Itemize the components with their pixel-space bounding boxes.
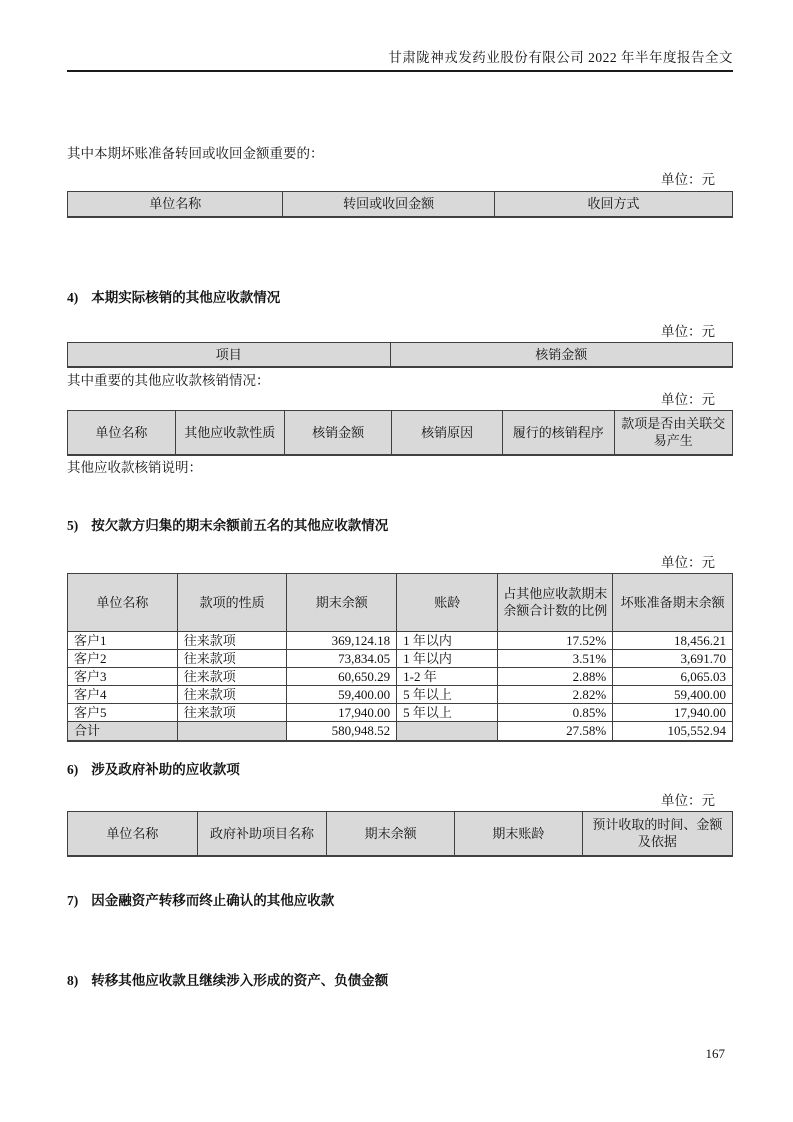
recovery-table bbox=[67, 191, 733, 218]
report-header-title: 甘肃陇神戎发药业股份有限公司 2022 年半年度报告全文 bbox=[67, 48, 733, 72]
table-cell: 105,552.94 bbox=[613, 721, 733, 741]
table-total-row bbox=[68, 721, 733, 741]
table-cell: 3.51% bbox=[498, 649, 613, 667]
column-header: 核销原因 bbox=[392, 411, 502, 455]
table-row bbox=[68, 667, 733, 685]
section5-title: 按欠款方归集的期末余额前五名的其他应收款情况 bbox=[91, 517, 389, 533]
table-cell: 59,400.00 bbox=[613, 685, 733, 703]
column-header: 政府补助项目名称 bbox=[197, 812, 327, 856]
table-cell: 580,948.52 bbox=[287, 721, 397, 741]
section5-heading bbox=[67, 517, 733, 535]
table-cell: 27.58% bbox=[498, 721, 613, 741]
table-cell bbox=[397, 721, 498, 741]
top-five-receivables-table bbox=[67, 573, 733, 743]
table-cell: 合计 bbox=[68, 721, 178, 741]
section6-number: 6) bbox=[67, 762, 79, 777]
column-header: 核销金额 bbox=[284, 411, 392, 455]
column-header: 款项是否由关联交易产生 bbox=[614, 411, 732, 455]
section5-number: 5) bbox=[67, 517, 79, 533]
unit-label: 单位：元 bbox=[661, 392, 715, 407]
table-cell: 1 年以内 bbox=[397, 649, 498, 667]
table-cell: 3,691.70 bbox=[613, 649, 733, 667]
table-cell: 73,834.05 bbox=[287, 649, 397, 667]
section6-heading bbox=[67, 761, 733, 779]
table-cell: 2.82% bbox=[498, 685, 613, 703]
section8-number: 8) bbox=[67, 972, 79, 988]
intro-paragraph: 其中本期坏账准备转回或收回金额重要的： bbox=[67, 146, 324, 161]
column-header: 项目 bbox=[68, 342, 391, 367]
unit-label: 单位：元 bbox=[661, 554, 715, 570]
table-cell: 客户4 bbox=[68, 685, 178, 703]
column-header: 单位名称 bbox=[68, 573, 178, 631]
section4-title: 本期实际核销的其他应收款情况 bbox=[91, 289, 281, 305]
column-header: 占其他应收款期末余额合计数的比例 bbox=[498, 573, 613, 631]
writeoff-explain-note: 其他应收款核销说明： bbox=[67, 459, 202, 475]
table-cell: 369,124.18 bbox=[287, 631, 397, 649]
column-header: 收回方式 bbox=[494, 192, 732, 217]
column-header: 期末账龄 bbox=[455, 812, 583, 856]
table-cell: 客户1 bbox=[68, 631, 178, 649]
section7-heading bbox=[67, 892, 733, 910]
table-cell: 往来款项 bbox=[177, 667, 287, 685]
writeoff-detail-table bbox=[67, 410, 733, 456]
table-cell: 1-2 年 bbox=[397, 667, 498, 685]
table-row bbox=[68, 649, 733, 667]
section8-heading bbox=[67, 972, 733, 990]
table-cell: 客户3 bbox=[68, 667, 178, 685]
column-header: 其他应收款性质 bbox=[175, 411, 284, 455]
table-row bbox=[68, 631, 733, 649]
table-cell: 1 年以内 bbox=[397, 631, 498, 649]
column-header: 核销金额 bbox=[390, 342, 732, 367]
column-header: 坏账准备期末余额 bbox=[613, 573, 733, 631]
table-cell: 往来款项 bbox=[177, 685, 287, 703]
table-cell: 6,065.03 bbox=[613, 667, 733, 685]
unit-label: 单位：元 bbox=[661, 172, 715, 187]
unit-label: 单位：元 bbox=[661, 793, 715, 808]
column-header: 单位名称 bbox=[68, 192, 283, 217]
section7-title: 因金融资产转移而终止确认的其他应收款 bbox=[91, 892, 335, 908]
table-row bbox=[68, 685, 733, 703]
table-cell: 5 年以上 bbox=[397, 685, 498, 703]
column-header: 预计收取的时间、金额及依据 bbox=[582, 812, 732, 856]
table-row bbox=[68, 703, 733, 721]
column-header: 单位名称 bbox=[68, 812, 198, 856]
government-subsidy-table bbox=[67, 811, 733, 857]
table-cell: 客户2 bbox=[68, 649, 178, 667]
table-cell: 17,940.00 bbox=[613, 703, 733, 721]
column-header: 款项的性质 bbox=[177, 573, 287, 631]
table-header-row bbox=[68, 342, 733, 367]
column-header: 期末余额 bbox=[327, 812, 455, 856]
table-cell bbox=[177, 721, 287, 741]
table-cell: 18,456.21 bbox=[613, 631, 733, 649]
section4-number: 4) bbox=[67, 289, 79, 305]
table-cell: 59,400.00 bbox=[287, 685, 397, 703]
section7-number: 7) bbox=[67, 892, 79, 908]
unit-label: 单位：元 bbox=[661, 323, 715, 339]
section4-heading bbox=[67, 289, 733, 307]
column-header: 单位名称 bbox=[68, 411, 176, 455]
table-header-row bbox=[68, 411, 733, 455]
table-header-row bbox=[68, 812, 733, 856]
column-header: 期末余额 bbox=[287, 573, 397, 631]
table-cell: 2.88% bbox=[498, 667, 613, 685]
writeoff-table bbox=[67, 342, 733, 369]
table-header-row bbox=[68, 573, 733, 631]
section8-title: 转移其他应收款且继续涉入形成的资产、负债金额 bbox=[91, 972, 389, 988]
page-number: 167 bbox=[705, 1045, 725, 1061]
table-cell: 5 年以上 bbox=[397, 703, 498, 721]
table-cell: 客户5 bbox=[68, 703, 178, 721]
table-cell: 往来款项 bbox=[177, 649, 287, 667]
important-writeoff-note: 其中重要的其他应收款核销情况： bbox=[67, 373, 270, 388]
table-cell: 往来款项 bbox=[177, 631, 287, 649]
section6-title: 涉及政府补助的应收款项 bbox=[91, 762, 240, 777]
table-cell: 17.52% bbox=[498, 631, 613, 649]
table-cell: 60,650.29 bbox=[287, 667, 397, 685]
table-cell: 0.85% bbox=[498, 703, 613, 721]
column-header: 转回或收回金额 bbox=[283, 192, 494, 217]
table-cell: 17,940.00 bbox=[287, 703, 397, 721]
column-header: 账龄 bbox=[397, 573, 498, 631]
table-header-row bbox=[68, 192, 733, 217]
column-header: 履行的核销程序 bbox=[502, 411, 614, 455]
table-cell: 往来款项 bbox=[177, 703, 287, 721]
